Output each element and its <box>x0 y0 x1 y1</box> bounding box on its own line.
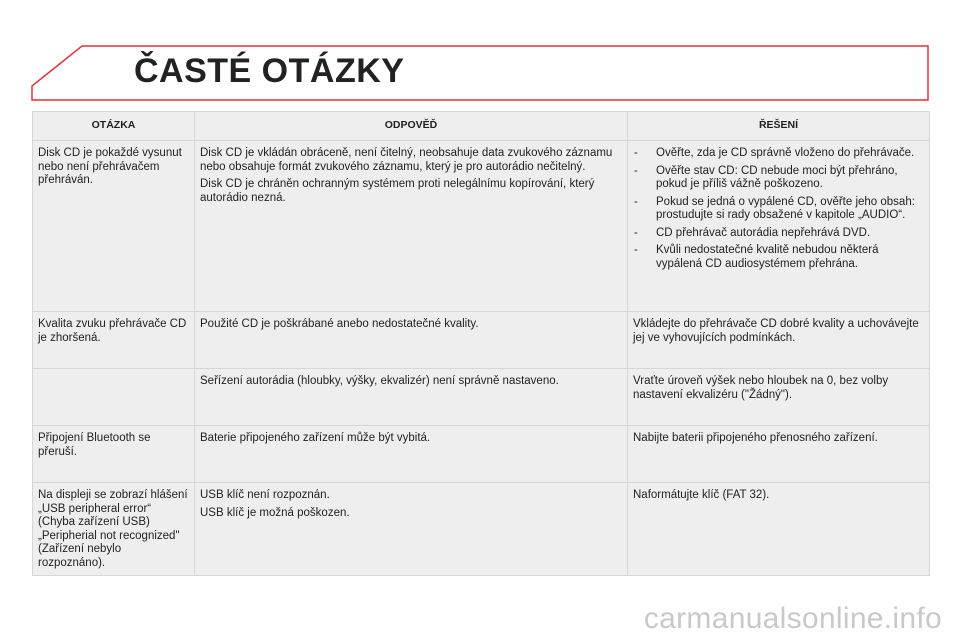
solution-item: - CD přehrávač autorádia nepřehrává DVD. <box>633 227 923 241</box>
answer-text: Baterie připojeného zařízení může být vybitá. <box>200 432 431 444</box>
solution-item: - Ověřte stav CD: CD nebude moci být přehráno, pokud je příliš vážně poškozeno. <box>633 165 923 192</box>
column-header-answer: ODPOVĚĎ <box>195 112 628 141</box>
question-cell: Disk CD je pokaždé vysunut nebo není přehrávačem přehráván. <box>33 141 195 312</box>
table-row <box>33 312 930 369</box>
answer-text: Disk CD je chráněn ochranným systémem proti nelegálnímu kopírování, který autorádio nezná. <box>200 178 595 204</box>
solution-item: - Ověřte, zda je CD správně vloženo do přehrávače. <box>633 147 923 161</box>
solution-cell <box>628 141 930 312</box>
column-header-solution: ŘEŠENÍ <box>628 112 930 141</box>
table-row <box>33 369 930 426</box>
answer-cell <box>195 141 628 312</box>
answer-text: Disk CD je vkládán obráceně, není čitelný, neobsahuje data zvukového záznamu nebo obsahuje formát zvukového záznamu, který je pro autorádio nečitelný. <box>200 147 613 173</box>
table-row <box>33 483 930 576</box>
page-title: ČASTÉ OTÁZKY <box>134 52 405 90</box>
answer-text: USB klíč je možná poškozen. <box>200 506 350 519</box>
solution-cell <box>628 312 930 369</box>
faq-table <box>32 111 930 576</box>
answer-text: USB klíč není rozpoznán. <box>200 489 330 501</box>
solution-cell <box>628 369 930 426</box>
answer-cell <box>195 312 628 369</box>
question-cell: Připojení Bluetooth se přeruší. <box>33 426 195 483</box>
answer-cell <box>195 426 628 483</box>
solution-text: Nabijte baterii připojeného přenosného zařízení. <box>633 432 878 444</box>
answer-cell <box>195 483 628 576</box>
question-cell: Na displeji se zobrazí hlášení „USB peripheral error“ (Chyba zařízení USB) „Peripherial not recognized" (Zařízení nebylo rozpoznáno). <box>33 483 195 576</box>
column-header-question: OTÁZKA <box>33 112 195 141</box>
solution-cell <box>628 426 930 483</box>
question-cell <box>33 369 195 426</box>
answer-text: Seřízení autorádia (hloubky, výšky, ekvalizér) není správně nastaveno. <box>200 375 559 387</box>
table-header-row <box>33 112 930 141</box>
solution-cell <box>628 483 930 576</box>
solution-text: Vkládejte do přehrávače CD dobré kvality a uchovávejte jej ve vyhovujících podmínkách. <box>633 318 919 344</box>
answer-cell <box>195 369 628 426</box>
table-row <box>33 141 930 312</box>
solution-item: - Kvůli nedostatečné kvalitě nebudou některá vypálená CD audiosystémem přehrána. <box>633 244 923 271</box>
question-cell: Kvalita zvuku přehrávače CD je zhoršená. <box>33 312 195 369</box>
table-row <box>33 426 930 483</box>
solution-list <box>633 147 923 271</box>
answer-text: Použité CD je poškrábané anebo nedostatečné kvality. <box>200 318 479 330</box>
solution-text: Vraťte úroveň výšek nebo hloubek na 0, bez volby nastavení ekvalizéru ("Žádný"). <box>633 375 889 401</box>
solution-text: Naformátujte klíč (FAT 32). <box>633 489 770 501</box>
watermark: carmanualsonline.info <box>643 602 942 635</box>
solution-item: - Pokud se jedná o vypálené CD, ověřte jeho obsah: prostudujte si rady obsažené v kapitole „AUDIO“. <box>633 196 923 223</box>
